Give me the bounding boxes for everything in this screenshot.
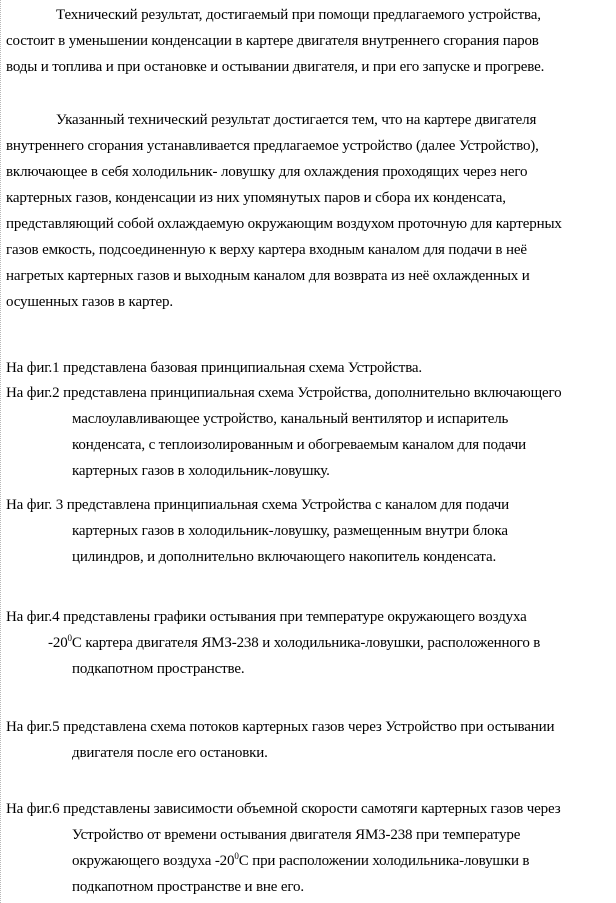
text-line: На фиг. 3 представлена принципиальная схема Устройства с каналом для подачи [6, 497, 510, 513]
degree-superscript: 0 [67, 633, 72, 643]
degree-superscript: 0 [234, 851, 239, 861]
text-line: картерных газов, конденсации из них упомянутых паров и сбора их конденсата, [6, 190, 506, 206]
text-line: представляющий собой охлаждаемую окружающим воздухом проточную для картерных [6, 216, 562, 232]
text-line: газов емкость, подсоединенную к верху картера входным каналом для подачи в неё [6, 242, 527, 258]
paragraph-technical-result [6, 2, 544, 80]
page-margin-rule [0, 0, 1, 903]
text-line: картерных газов в холодильник-ловушку. [72, 463, 330, 479]
figure-5-description [6, 714, 554, 766]
figure-6-description [6, 796, 560, 900]
text-line [6, 848, 560, 874]
text-fragment: С при расположении холодильника-ловушки в [238, 853, 530, 869]
text-line: внутреннего сгорания устанавливается предлагаемое устройство (далее Устройство), [6, 138, 539, 154]
text-line: подкапотном пространстве. [72, 661, 245, 677]
text-line: цилиндров, и дополнительно включающего накопитель конденсата. [72, 549, 497, 565]
text-line: осушенных газов в картер. [6, 294, 173, 310]
text-line: На фиг.2 представлена принципиальная схема Устройства, дополнительно включающего [6, 385, 562, 401]
text-line: конденсата, с теплоизолированным и обогреваемым каналом для подачи [72, 437, 527, 453]
paragraph-device-description [6, 107, 562, 315]
text-line: На фиг.5 представлена схема потоков картерных газов через Устройство при остывании [6, 719, 555, 735]
text-line: двигателя после его остановки. [72, 745, 268, 761]
text-line: картерных газов в холодильник-ловушку, размещенным внутри блока [72, 523, 508, 539]
text-line: маслоулавливающее устройство, канальный вентилятор и испаритель [72, 411, 509, 427]
text-line: подкапотном пространстве и вне его. [72, 879, 304, 895]
text-line: На фиг.1 представлена базовая принципиальная схема Устройства. [6, 360, 423, 376]
figure-2-description [6, 380, 561, 484]
text-line [6, 630, 540, 656]
text-fragment: окружающего воздуха -20 [72, 853, 235, 869]
text-line: включающее в себя холодильник- ловушку для охлаждения проходящих через него [6, 164, 528, 180]
text-line: На фиг.6 представлены зависимости объемной скорости самотяги картерных газов через [6, 801, 561, 817]
text-line: На фиг.4 представлены графики остывания при температуре окружающего воздуха [6, 609, 527, 625]
text-line: воды и топлива и при остановке и остывании двигателя, и при его запуске и прогреве. [6, 59, 545, 75]
text-line: состоит в уменьшении конденсации в картере двигателя внутреннего сгорания паров [6, 33, 539, 49]
text-line: Устройство от времени остывания двигателя ЯМЗ-238 при температуре [72, 827, 521, 843]
figure-4-description [6, 604, 540, 682]
temperature-value: -20 [48, 635, 68, 651]
figure-3-description [6, 492, 509, 570]
text-fragment: С картера двигателя ЯМЗ-238 и холодильника-ловушки, расположенного в [71, 635, 541, 651]
figure-1-description [6, 355, 422, 381]
text-line: Технический результат, достигаемый при помощи предлагаемого устройства, [56, 7, 541, 23]
text-line: нагретых картерных газов и выходным каналом для возврата из неё охлажденных и [6, 268, 530, 284]
text-line: Указанный технический результат достигается тем, что на картере двигателя [56, 112, 537, 128]
